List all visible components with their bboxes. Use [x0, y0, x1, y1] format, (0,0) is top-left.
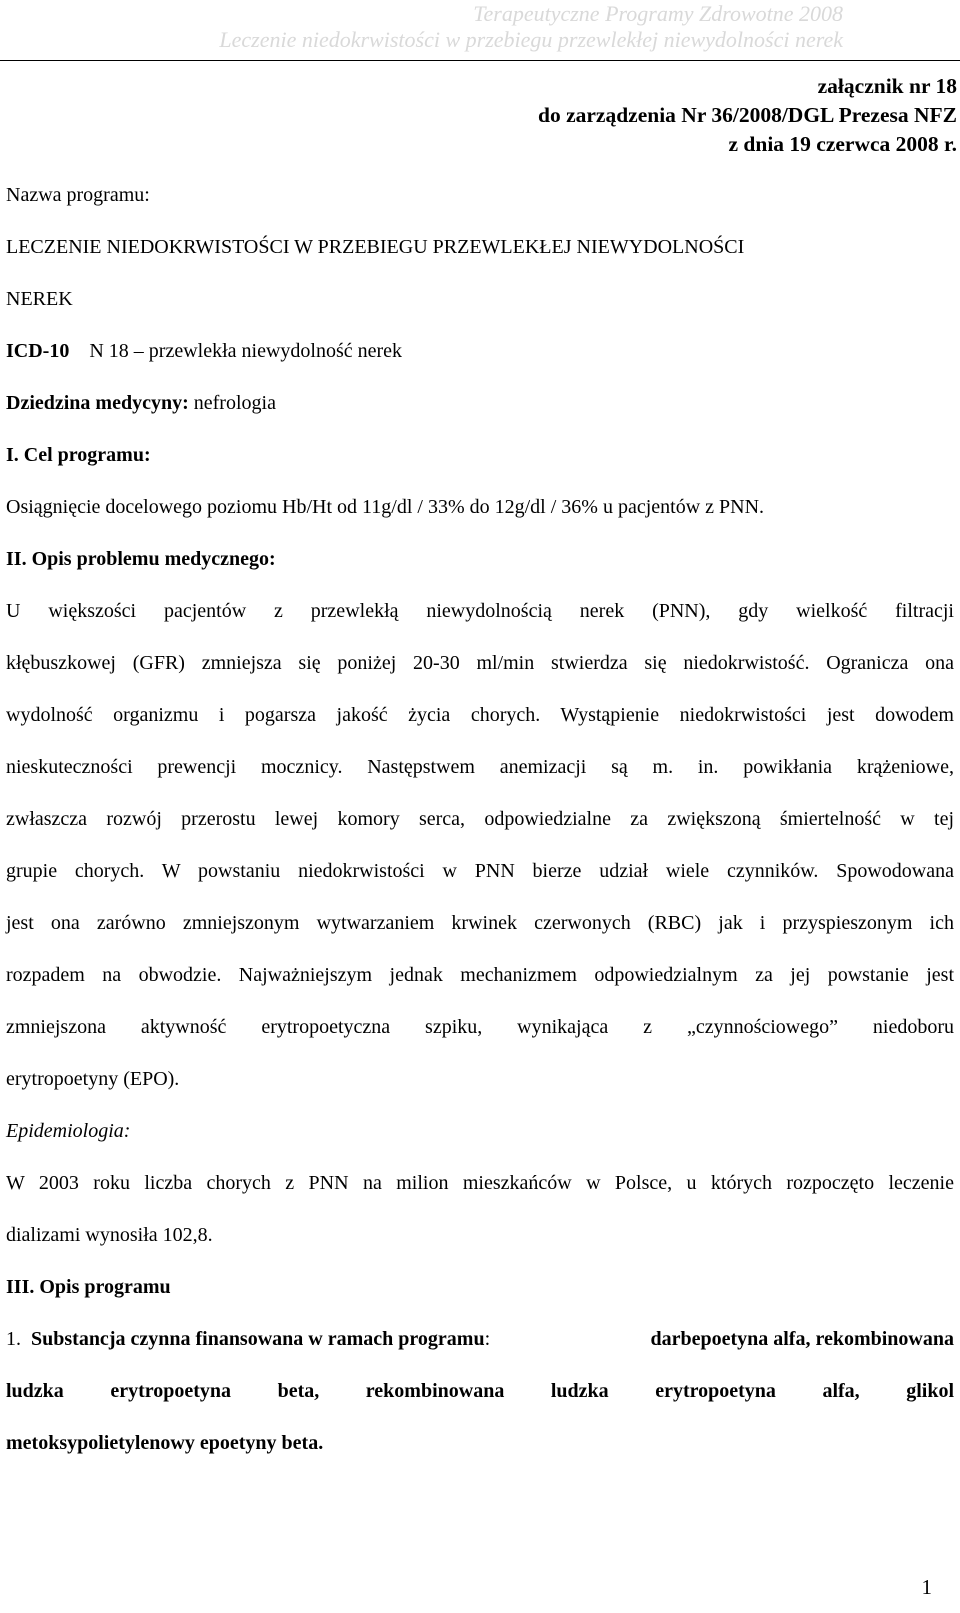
- item-label: Substancja czynna finansowana w ramach programu: [31, 1328, 485, 1350]
- section-2-line: nieskuteczności prewencji mocznicy. Następstwem anemizacji są m. in. powikłania krążeniowe,: [6, 756, 954, 778]
- header-title: Terapeutyczne Programy Zdrowotne 2008: [473, 1, 843, 26]
- section-2-line: wydolność organizmu i pogarsza jakość życia chorych. Wystąpienie niedokrwistości jest dowodem: [6, 704, 954, 726]
- icd-row: [6, 340, 402, 363]
- program-name-label: Nazwa programu:: [6, 184, 150, 206]
- annex-line-3: z dnia 19 czerwca 2008 r.: [728, 132, 957, 156]
- epidemiology-line: dializami wynosiła 102,8.: [6, 1224, 213, 1246]
- section-2-line: erytropoetyny (EPO).: [6, 1068, 180, 1090]
- annex-line-2: do zarządzenia Nr 36/2008/DGL Prezesa NFZ: [538, 103, 957, 127]
- section-2-line: U większości pacjentów z przewlekłą niewydolnością nerek (PNN), gdy wielkość filtracji: [6, 600, 954, 622]
- icd-label: ICD-10: [6, 340, 70, 362]
- section-1-text: Osiągnięcie docelowego poziomu Hb/Ht od 11g/dl / 33% do 12g/dl / 36% u pacjentów z PNN.: [6, 496, 765, 518]
- item-value-line: ludzka erytropoetyna beta, rekombinowana ludzka erytropoetyna alfa, glikol: [6, 1380, 954, 1402]
- item-value-line: metoksypolietylenowy epoetyny beta.: [6, 1432, 324, 1454]
- section-3-item-1-row: [6, 1328, 954, 1351]
- header-subtitle: Leczenie niedokrwistości w przebiegu przewlekłej niewydolności nerek: [219, 27, 843, 52]
- page-header: [0, 0, 960, 62]
- section-2-title: II. Opis problemu medycznego:: [6, 548, 276, 570]
- section-2-line: kłębuszkowej (GFR) zmniejsza się poniżej 20-30 ml/min stwierdza się niedokrwistość. Ogranicza ona: [6, 652, 954, 674]
- header-divider: [0, 60, 960, 61]
- field-row: [6, 392, 276, 415]
- page-number: 1: [921, 1575, 932, 1599]
- section-2-line: rozpadem na obwodzie. Najważniejszym jednak mechanizmem odpowiedzialnym za jej powstanie jest: [6, 964, 954, 986]
- field-label: Dziedzina medycyny:: [6, 392, 189, 414]
- icd-value: N 18 – przewlekła niewydolność nerek: [89, 340, 403, 362]
- annex-line-1: załącznik nr 18: [817, 74, 957, 98]
- epidemiology-title: Epidemiologia:: [6, 1120, 131, 1142]
- program-name-line-2: NEREK: [6, 288, 73, 310]
- section-3-title: III. Opis programu: [6, 1276, 171, 1298]
- item-number: 1.: [6, 1328, 21, 1350]
- epidemiology-line: W 2003 roku liczba chorych z PNN na milion mieszkańców w Polsce, u których rozpoczęto leczenie: [6, 1172, 954, 1194]
- section-2-line: jest ona zarówno zmniejszonym wytwarzaniem krwinek czerwonych (RBC) jak i przyspieszonym ich: [6, 912, 954, 934]
- section-2-line: zmniejszona aktywność erytropoetyczna szpiku, wynikająca z „czynnościowego” niedoboru: [6, 1016, 954, 1038]
- annex-block: [538, 72, 957, 159]
- section-2-line: zwłaszcza rozwój przerostu lewej komory serca, odpowiedzialne za zwiększoną śmiertelność w tej: [6, 808, 954, 830]
- field-value: nefrologia: [193, 392, 276, 414]
- item-value-line: darbepoetyna alfa, rekombinowana: [650, 1328, 954, 1350]
- program-name-line-1: LECZENIE NIEDOKRWISTOŚCI W PRZEBIEGU PRZEWLEKŁEJ NIEWYDOLNOŚCI: [6, 236, 745, 258]
- section-2-line: grupie chorych. W powstaniu niedokrwistości w PNN bierze udział wiele czynników. Spowodowana: [6, 860, 954, 882]
- section-1-title: I. Cel programu:: [6, 444, 151, 466]
- item-colon: :: [484, 1328, 491, 1350]
